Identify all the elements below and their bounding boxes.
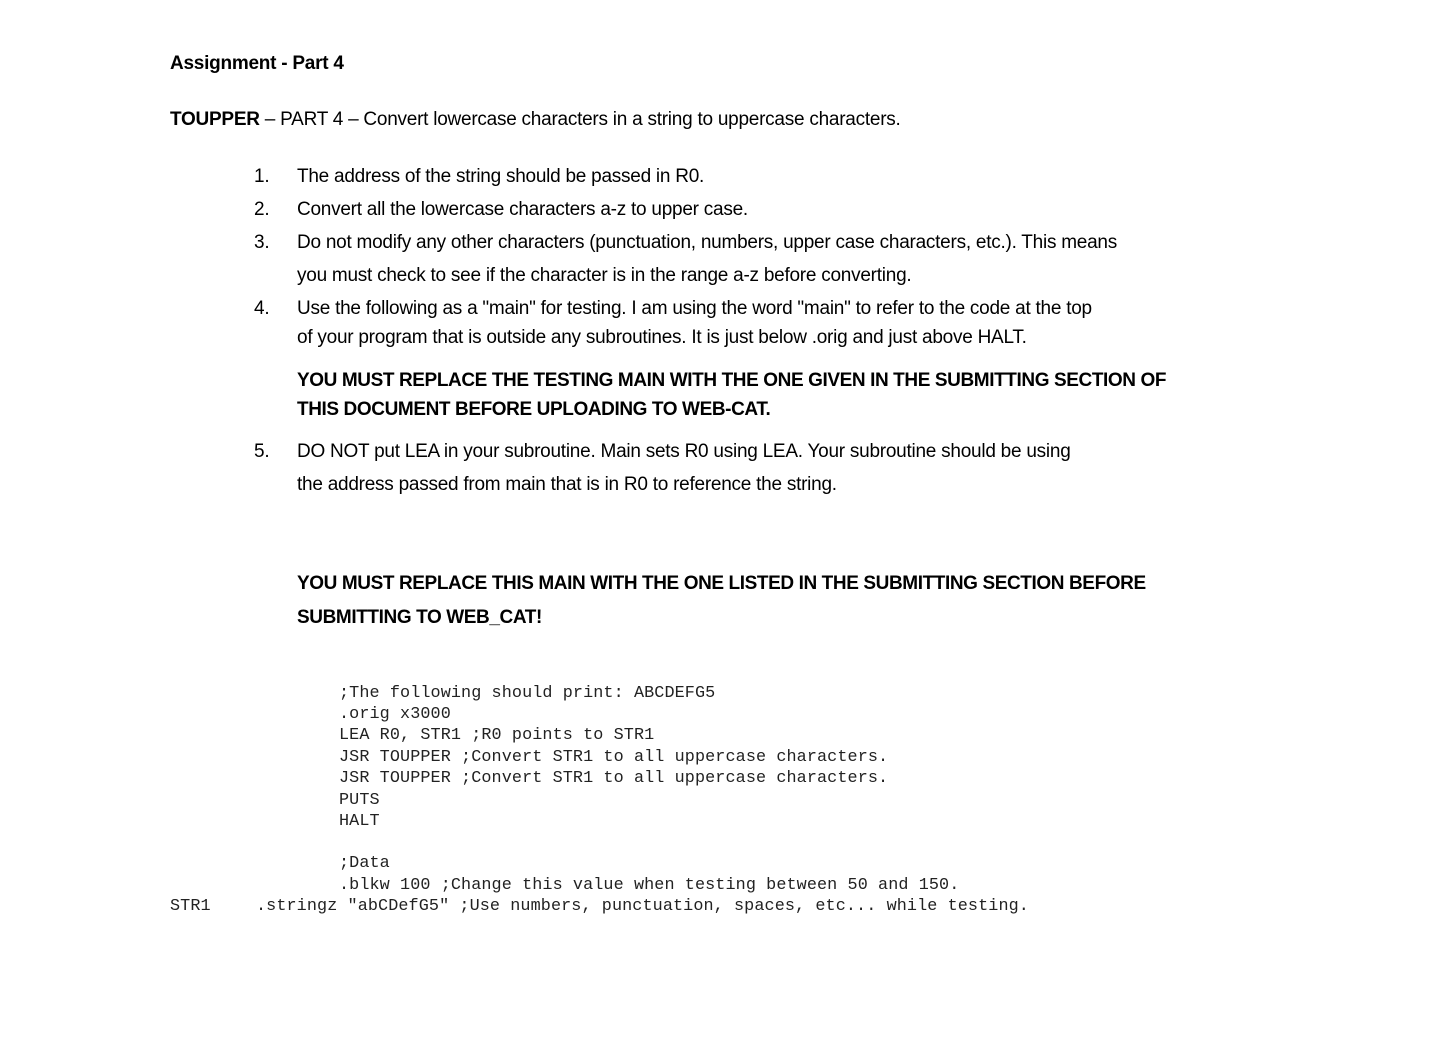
- code-line: LEA R0, STR1 ;R0 points to STR1: [339, 726, 655, 745]
- code-line: HALT: [339, 812, 380, 831]
- code-line: ;The following should print: ABCDEFG5: [339, 684, 716, 703]
- code-line: JSR TOUPPER ;Convert STR1 to all uppercase characters.: [339, 769, 889, 788]
- list-text: The address of the string should be passed in R0.: [297, 166, 705, 187]
- warning-text-line: YOU MUST REPLACE THE TESTING MAIN WITH THE ONE GIVEN IN THE SUBMITTING SECTION OF: [297, 370, 1167, 391]
- warning-text-line: SUBMITTING TO WEB_CAT!: [297, 607, 542, 628]
- section-heading-text: – PART 4 – Convert lowercase characters in a string to uppercase characters.: [259, 109, 901, 130]
- list-number: 3.: [254, 232, 270, 253]
- code-line: .orig x3000: [339, 705, 451, 724]
- list-text-continuation: of your program that is outside any subroutines. It is just below .orig and just above HALT.: [297, 327, 1027, 348]
- list-text: Convert all the lowercase characters a-z to upper case.: [297, 199, 748, 220]
- code-line: PUTS: [339, 791, 380, 810]
- list-text: DO NOT put LEA in your subroutine. Main sets R0 using LEA. Your subroutine should be using: [297, 441, 1071, 462]
- list-text: Do not modify any other characters (punctuation, numbers, upper case characters, etc.). This means: [297, 232, 1117, 253]
- section-heading-keyword: TOUPPER: [170, 109, 260, 130]
- code-line: .stringz "abCDefG5" ;Use numbers, punctuation, spaces, etc... while testing.: [256, 897, 1029, 916]
- list-text-continuation: you must check to see if the character is in the range a-z before converting.: [297, 265, 912, 286]
- list-text-continuation: the address passed from main that is in R0 to reference the string.: [297, 474, 837, 495]
- code-line: JSR TOUPPER ;Convert STR1 to all uppercase characters.: [339, 748, 889, 767]
- code-line: .blkw 100 ;Change this value when testing between 50 and 150.: [339, 876, 960, 895]
- document-title: Assignment - Part 4: [170, 53, 344, 74]
- list-number: 5.: [254, 441, 270, 462]
- list-text: Use the following as a "main" for testing. I am using the word "main" to refer to the code at the top: [297, 298, 1092, 319]
- list-number: 4.: [254, 298, 270, 319]
- section-heading: [170, 109, 901, 131]
- code-label: STR1: [170, 897, 211, 916]
- warning-text-line: THIS DOCUMENT BEFORE UPLOADING TO WEB-CAT.: [297, 399, 771, 420]
- code-line: ;Data: [339, 854, 390, 873]
- list-number: 1.: [254, 166, 270, 187]
- list-number: 2.: [254, 199, 270, 220]
- warning-text-line: YOU MUST REPLACE THIS MAIN WITH THE ONE LISTED IN THE SUBMITTING SECTION BEFORE: [297, 573, 1146, 594]
